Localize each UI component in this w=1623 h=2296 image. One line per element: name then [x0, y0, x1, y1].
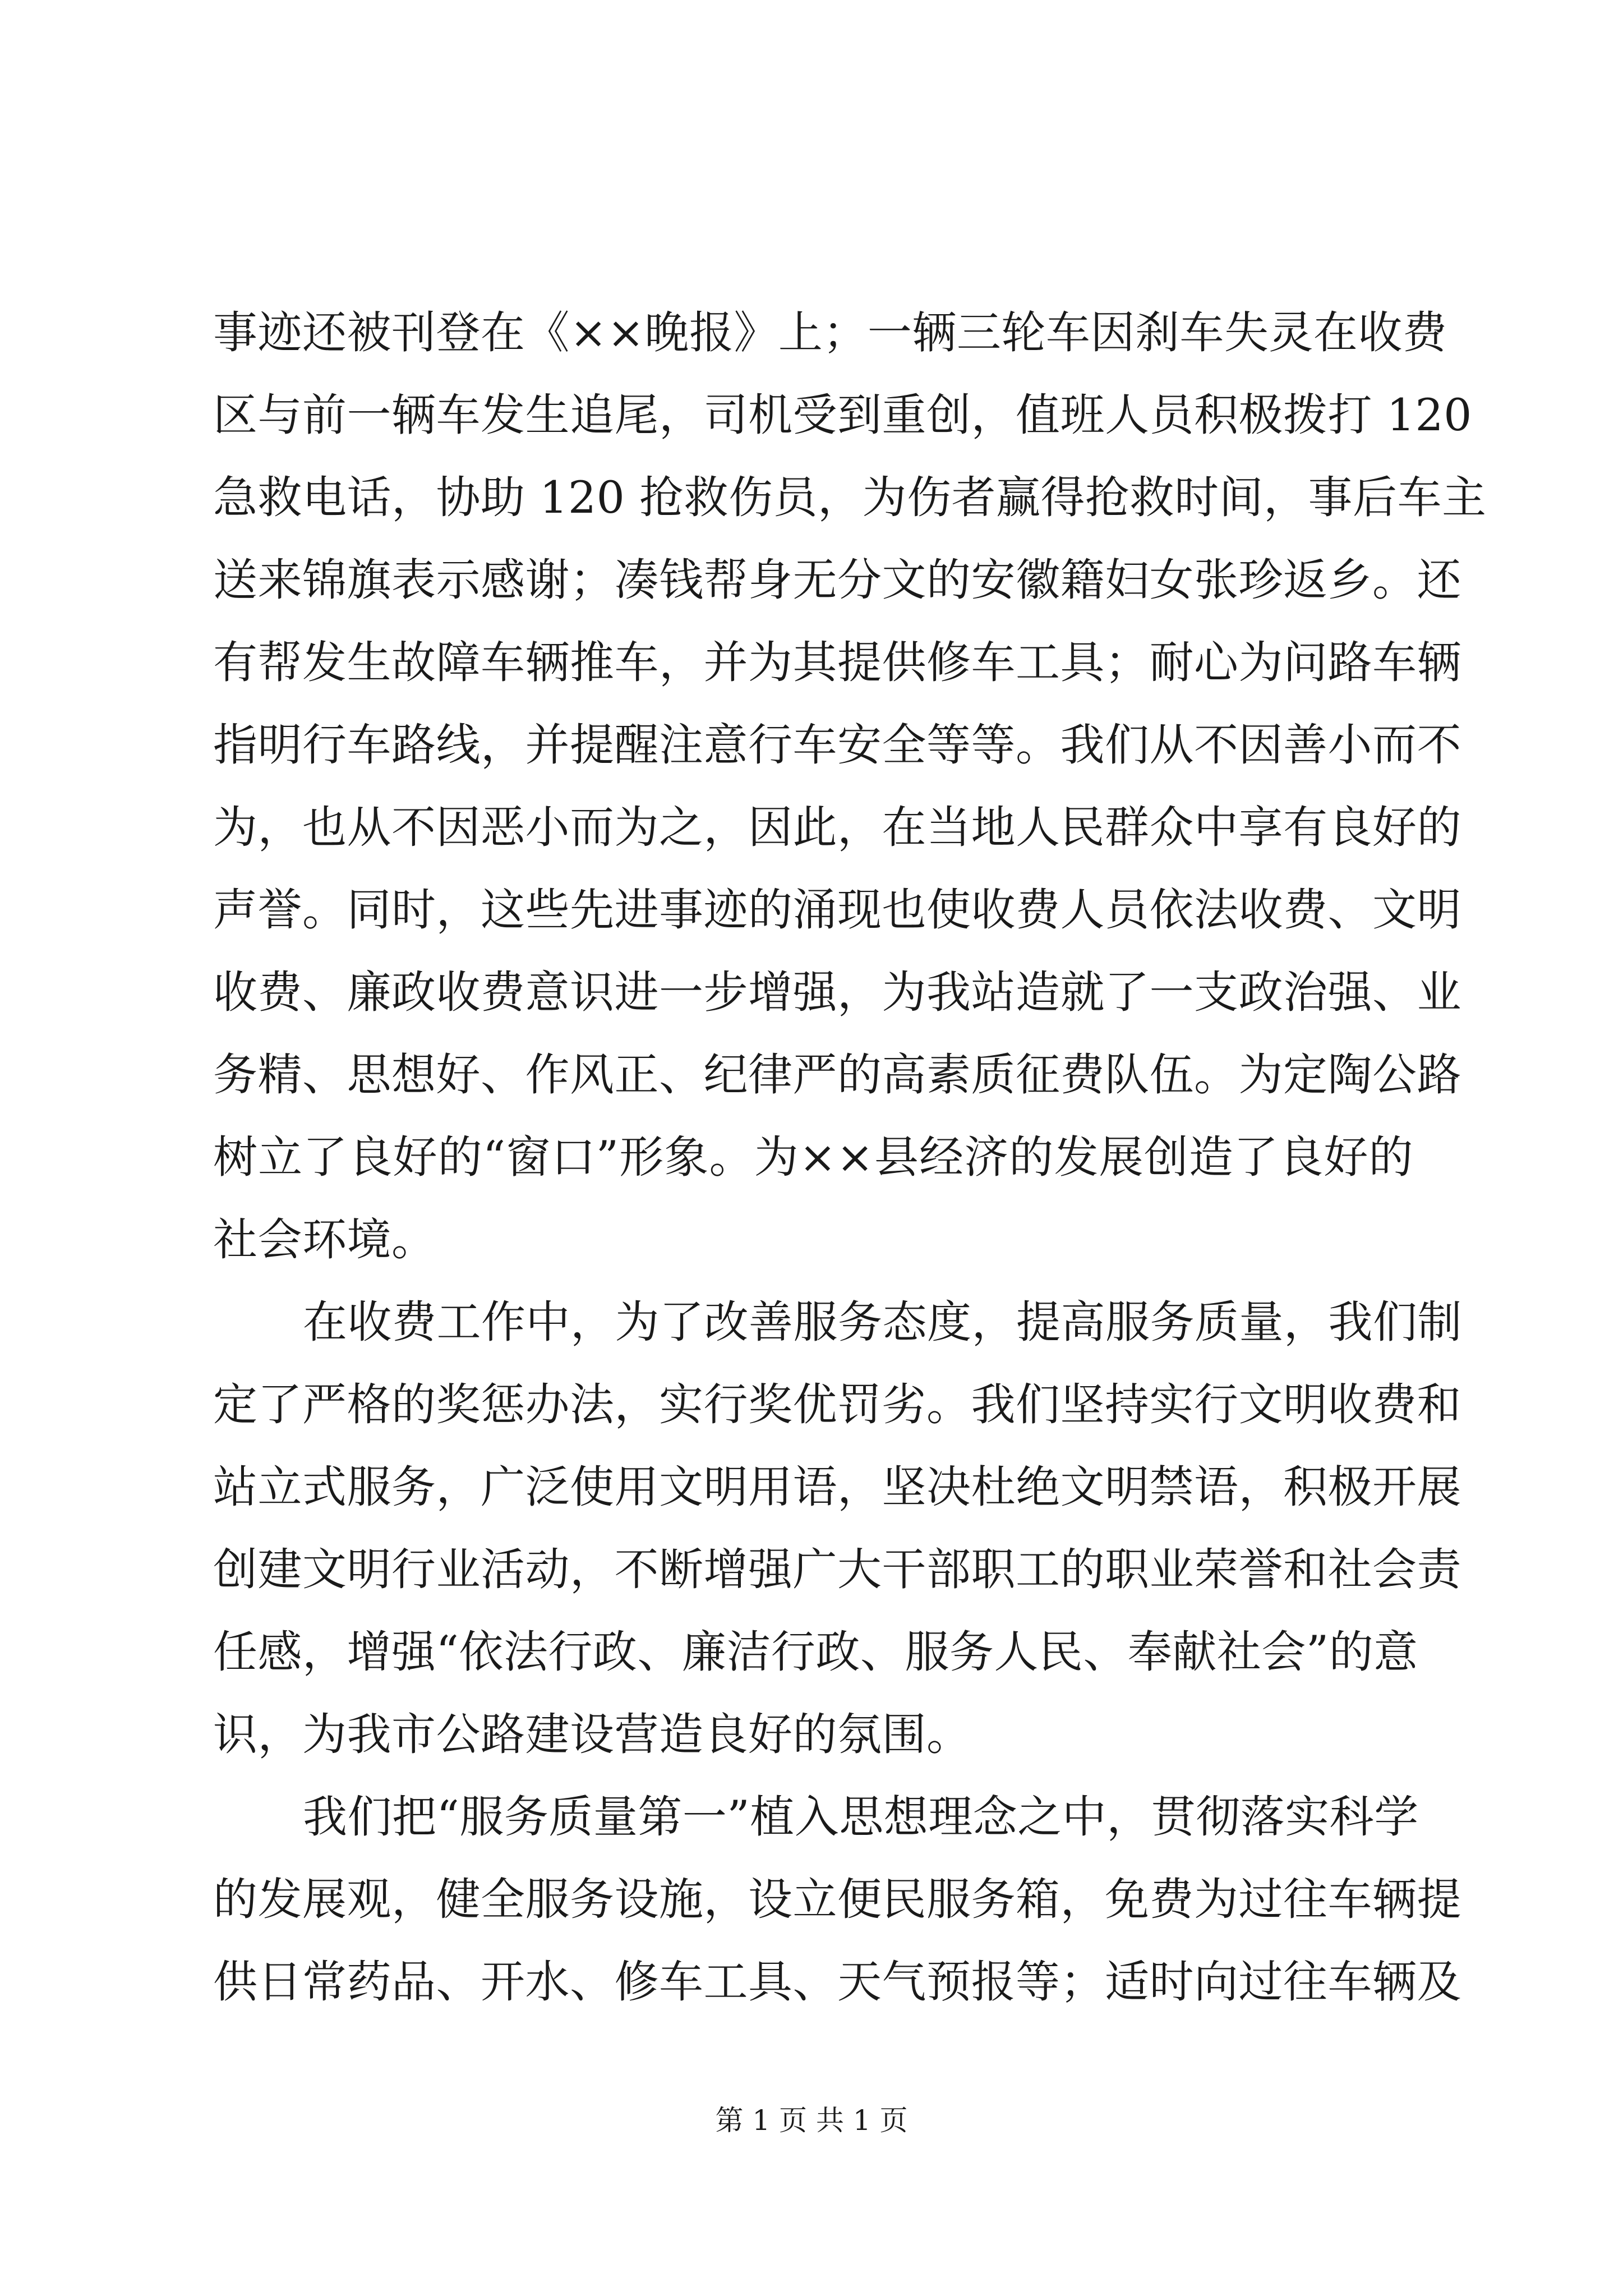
text-line: 社会环境。	[213, 1214, 436, 1266]
text-line: 急救电话，协助 120 抢救伤员，为伤者赢得抢救时间，事后车主	[213, 472, 1487, 523]
text-line: 我们把“服务质量第一”植入思想理念之中，贯彻落实科学	[303, 1791, 1419, 1843]
page-number-label: 第 1 页 共 1 页	[715, 2104, 908, 2137]
text-line: 区与前一辆车发生追尾，司机受到重创，值班人员积极拨打 120	[213, 389, 1472, 441]
text-line: 为，也从不因恶小而为之，因此，在当地人民群众中享有良好的	[213, 802, 1461, 853]
text-line: 指明行车路线，并提醒注意行车安全等等。我们从不因善小而不	[213, 719, 1461, 771]
text-line: 收费、廉政收费意识进一步增强，为我站造就了一支政治强、业	[213, 967, 1461, 1018]
text-line: 有帮发生故障车辆推车，并为其提供修车工具；耐心为问路车辆	[213, 637, 1461, 688]
text-line: 站立式服务，广泛使用文明用语，坚决杜绝文明禁语，积极开展	[213, 1461, 1461, 1513]
text-line: 识，为我市公路建设营造良好的氛围。	[213, 1709, 971, 1760]
text-line: 送来锦旗表示感谢；凑钱帮身无分文的安徽籍妇女张珍返乡。还	[213, 554, 1461, 606]
text-line: 任感，增强“依法行政、廉洁行政、服务人民、奉献社会”的意	[213, 1626, 1418, 1678]
document-body	[213, 292, 1487, 2023]
text-line: 务精、思想好、作风正、纪律严的高素质征费队伍。为定陶公路	[213, 1049, 1461, 1101]
text-line: 的发展观，健全服务设施，设立便民服务箱，免费为过往车辆提	[213, 1874, 1461, 1925]
text-line: 定了严格的奖惩办法，实行奖优罚劣。我们坚持实行文明收费和	[213, 1379, 1461, 1430]
text-line: 声誉。同时，这些先进事迹的涌现也使收费人员依法收费、文明	[213, 884, 1461, 936]
text-line: 创建文明行业活动，不断增强广大干部职工的职业荣誉和社会责	[213, 1544, 1461, 1595]
text-line: 供日常药品、开水、修车工具、天气预报等；适时向过往车辆及	[213, 1956, 1461, 2008]
text-line: 在收费工作中，为了改善服务态度，提高服务质量，我们制	[303, 1296, 1462, 1348]
text-line: 事迹还被刊登在《××晚报》上；一辆三轮车因刹车失灵在收费	[213, 307, 1447, 358]
page-footer	[0, 2101, 1623, 2140]
text-line: 树立了良好的“窗口”形象。为××县经济的发展创造了良好的	[213, 1131, 1413, 1183]
